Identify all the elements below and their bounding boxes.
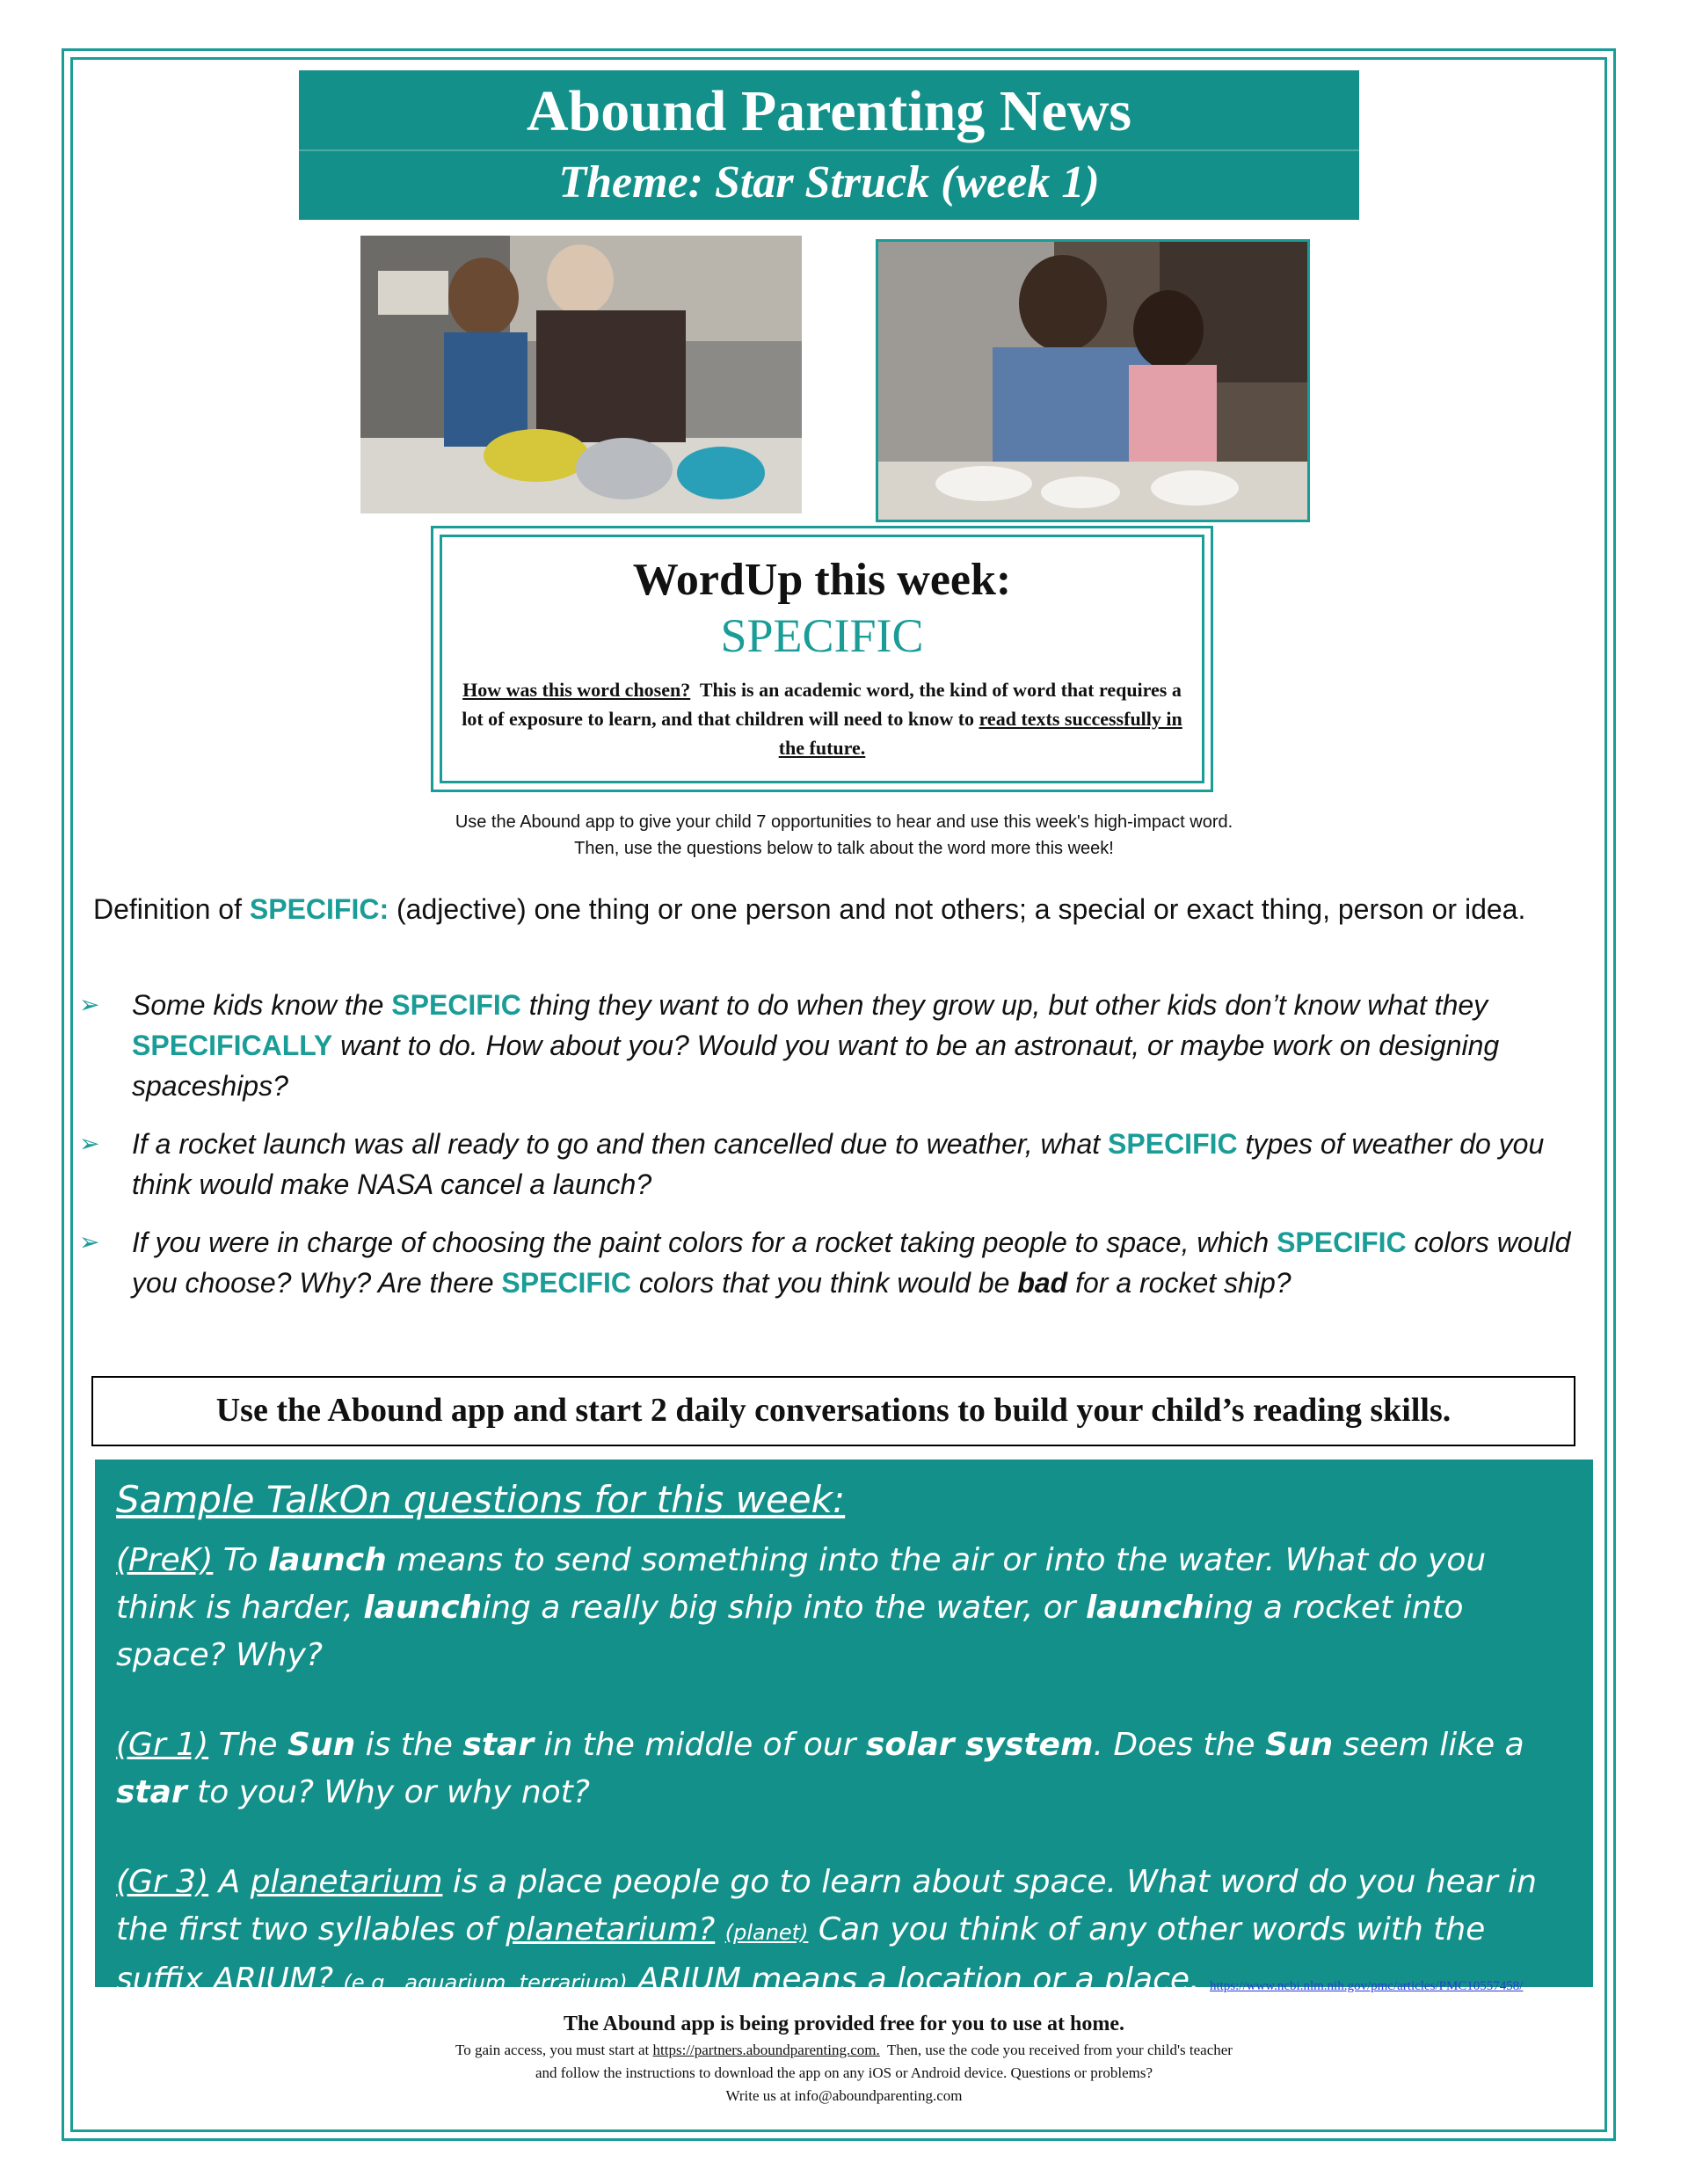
question-text: for a rocket ship?: [1075, 1267, 1291, 1299]
talkon-text: To: [222, 1542, 258, 1578]
list-item: [79, 1124, 1591, 1205]
talkon-text: The: [218, 1727, 278, 1763]
highlight-word: SPECIFIC: [1108, 1128, 1238, 1160]
newsletter-theme: Theme: Star Struck (week 1): [558, 157, 1100, 207]
footer-line: and follow the instructions to download the app on any iOS or Android device. Questions or problems?: [535, 2064, 1153, 2081]
grade-label: (Gr 1): [116, 1727, 209, 1763]
wordup-box: [440, 535, 1204, 783]
footer-headline: The Abound app is being provided free for you to use at home.: [563, 2013, 1125, 2035]
highlight-word: SPECIFICALLY: [132, 1030, 333, 1061]
talkon-bold: solar system: [865, 1727, 1094, 1763]
question-text: types of weather do you think would make NASA cancel a launch?: [132, 1128, 1545, 1200]
talkon-text: in the middle of our: [543, 1727, 856, 1763]
talkon-text: . Does the: [1093, 1727, 1255, 1763]
definition-word: SPECIFIC:: [249, 893, 389, 925]
definition-prefix: Definition of: [93, 893, 242, 925]
question-text: If a rocket launch was all ready to go and then cancelled due to weather, what: [132, 1128, 1101, 1160]
footer: [264, 2009, 1424, 2108]
app-instructions: [264, 809, 1424, 862]
list-item: [79, 985, 1591, 1106]
talkon-header: Sample TalkOn questions for this week:: [116, 1478, 846, 1521]
discussion-questions: [79, 985, 1591, 1321]
grade-label: (Gr 3): [116, 1864, 209, 1900]
talkon-text: ing a really big ship into the water, or: [482, 1590, 1076, 1626]
footer-line: [264, 2039, 1424, 2062]
talkon-text: is the: [365, 1727, 453, 1763]
wordup-description: [462, 675, 1182, 762]
app-instructions-line2: Then, use the questions below to talk about the word more this week!: [574, 839, 1114, 858]
question-text: colors would you choose? Why? Are there: [132, 1227, 1571, 1299]
talkon-text: Can you think of any other words with the suffix ARIUM?: [116, 1911, 1486, 1998]
talkon-bold: launch: [1085, 1590, 1204, 1626]
grade-label: (PreK): [116, 1542, 214, 1578]
talkon-bold: launch: [267, 1542, 387, 1578]
talkon-text: ARIUM means a location or a place.: [637, 1962, 1200, 1998]
talkon-underlined: planetarium?: [506, 1911, 716, 1947]
arrow-bullet-icon: ➢: [79, 1228, 100, 1256]
wordup-desc-text: This is an academic word, the kind of word that requires a lot of exposure to learn, and that children will need to know to: [462, 678, 1182, 730]
app-instructions-line1: Use the Abound app to give your child 7 opportunities to hear and use this week's high-impact word.: [455, 812, 1233, 832]
question-text: want to do. How about you? Would you want to be an astronaut, or maybe work on designing spaceships?: [132, 1030, 1500, 1102]
list-item: [79, 1222, 1591, 1303]
highlight-word: SPECIFIC: [391, 989, 521, 1021]
newsletter-title: Abound Parenting News: [526, 79, 1132, 143]
grandmother-baking-photo: [360, 236, 802, 513]
question-text: If you were in charge of choosing the paint colors for a rocket taking people to space, which: [132, 1227, 1270, 1258]
talkon-bold: launch: [363, 1590, 483, 1626]
talkon-text: means to send something into the air or into the water. What do you think is harder,: [116, 1542, 1487, 1626]
talkon-bold: star: [116, 1774, 187, 1810]
father-daughter-cooking-photo: [876, 239, 1310, 522]
newsletter-banner: [299, 70, 1359, 220]
talkon-small-note: (planet): [724, 1920, 809, 1945]
partners-link[interactable]: https://partners.aboundparenting.com.: [652, 2042, 880, 2058]
wordup-word: SPECIFIC: [720, 609, 924, 663]
talkon-bold: Sun: [287, 1727, 356, 1763]
talkon-gr3: [116, 1859, 1572, 2010]
arrow-bullet-icon: ➢: [79, 991, 100, 1018]
conversation-banner: Use the Abound app and start 2 daily conversations to build your child’s reading skills.: [91, 1376, 1575, 1446]
talkon-bold: star: [462, 1727, 535, 1763]
talkon-underlined: planetarium: [250, 1864, 443, 1900]
talkon-text: is a place people go to learn about space. What word do you hear in the first two syllables of: [116, 1864, 1537, 1947]
talkon-bold: Sun: [1264, 1727, 1334, 1763]
talkon-prek: [116, 1537, 1572, 1679]
question-text: thing they want to do when they grow up, but other kids don’t know what they: [528, 989, 1488, 1021]
word-definition: [93, 888, 1588, 930]
source-link[interactable]: https://www.ncbi.nlm.nih.gov/pmc/articles/PMC10557458/: [1209, 1979, 1524, 1993]
footer-text: To gain access, you must start at: [455, 2042, 650, 2058]
wordup-question: How was this word chosen?: [462, 678, 691, 701]
talkon-text: A: [218, 1864, 241, 1900]
definition-text: (adjective) one thing or one person and not others; a special or exact thing, person or idea.: [397, 893, 1526, 925]
bold-word: bad: [1017, 1267, 1068, 1299]
talkon-panel: [95, 1460, 1593, 1998]
question-text: Some kids know the: [132, 989, 384, 1021]
footer-text: Then, use the code you received from your child's teacher: [886, 2042, 1233, 2058]
talkon-gr1: [116, 1722, 1572, 1816]
talkon-text: ing a rocket into space? Why?: [116, 1590, 1464, 1673]
highlight-word: SPECIFIC: [501, 1267, 631, 1299]
highlight-word: SPECIFIC: [1277, 1227, 1407, 1258]
talkon-text: seem like a: [1342, 1727, 1524, 1763]
wordup-title: WordUp this week:: [632, 555, 1012, 605]
question-text: colors that you think would be: [638, 1267, 1010, 1299]
arrow-bullet-icon: ➢: [79, 1130, 100, 1157]
footer-contact: Write us at info@aboundparenting.com: [725, 2087, 963, 2104]
talkon-small-note: (e.g., aquarium, terrarium): [343, 1970, 628, 1995]
wordup-desc-underlined: read texts successfully in the future.: [778, 707, 1182, 759]
talkon-text: to you? Why or why not?: [197, 1774, 590, 1810]
